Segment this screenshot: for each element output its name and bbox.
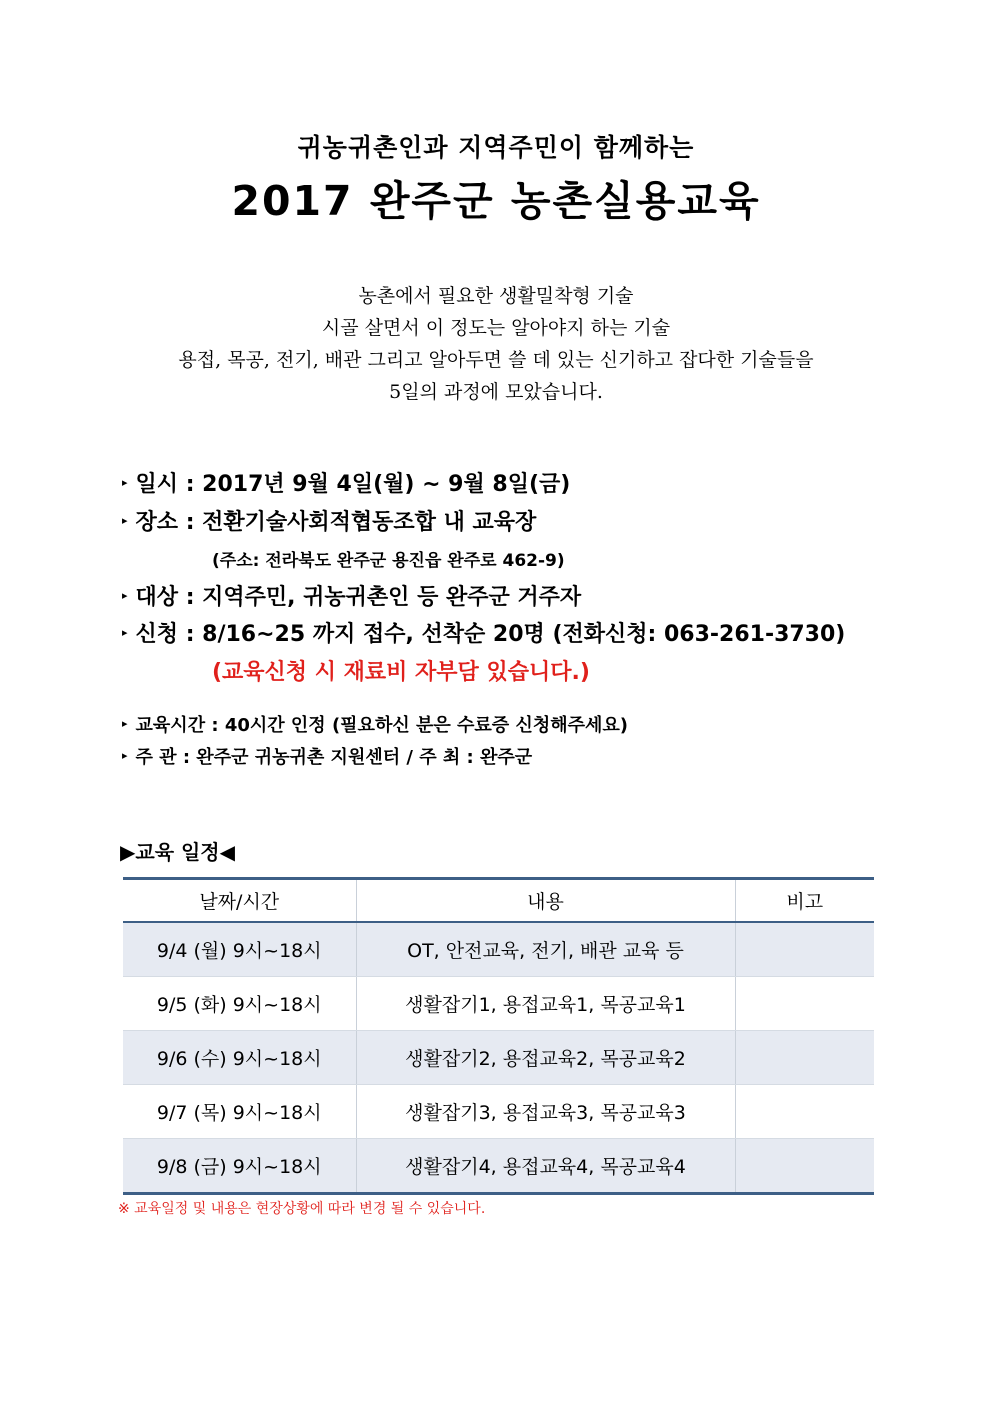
info-date (122, 467, 570, 498)
page-subtitle: 귀농귀촌인과 지역주민이 함께하는 (297, 133, 695, 162)
bullet-icon: ▸ (122, 625, 128, 639)
info-place (122, 505, 536, 536)
column-header-note: 비고 (735, 879, 874, 923)
cell-date: 9/7 (목) 9시~18시 (123, 1085, 356, 1139)
cell-date: 9/5 (화) 9시~18시 (123, 977, 356, 1031)
cell-content: 생활잡기2, 용접교육2, 목공교육2 (356, 1031, 735, 1085)
bullet-icon: ▸ (122, 588, 128, 602)
info-hours (122, 711, 628, 737)
column-header-content: 내용 (356, 879, 735, 923)
cell-content: 생활잡기4, 용접교육4, 목공교육4 (356, 1139, 735, 1194)
intro-line: 5일의 과정에 모았습니다. (389, 381, 603, 403)
cell-note (735, 1031, 874, 1085)
intro-line: 농촌에서 필요한 생활밀착형 기술 (358, 285, 634, 307)
cell-note (735, 922, 874, 977)
table-row (123, 1139, 874, 1194)
cell-date: 9/6 (수) 9시~18시 (123, 1031, 356, 1085)
cell-content: 생활잡기3, 용접교육3, 목공교육3 (356, 1085, 735, 1139)
table-row (123, 1085, 874, 1139)
cell-content: 생활잡기1, 용접교육1, 목공교육1 (356, 977, 735, 1031)
info-target-text: 대상 : 지역주민, 귀농귀촌인 등 완주군 거주자 (135, 585, 582, 610)
info-apply-text: 신청 : 8/16~25 까지 접수, 선착순 20명 (전화신청: 063-261-3730) (135, 622, 846, 647)
cell-note (735, 977, 874, 1031)
info-hours-text: 교육시간 : 40시간 인정 (필요하신 분은 수료증 신청해주세요) (135, 715, 629, 736)
schedule-heading: ▶교육 일정◀ (120, 840, 236, 864)
bullet-icon: ▸ (122, 475, 128, 489)
column-header-date: 날짜/시간 (123, 879, 356, 923)
table-row (123, 922, 874, 977)
info-date-text: 일시 : 2017년 9월 4일(월) ~ 9월 8일(금) (135, 472, 571, 497)
table-row (123, 977, 874, 1031)
info-target (122, 580, 581, 611)
bullet-icon: ▸ (122, 716, 128, 730)
cell-date: 9/4 (월) 9시~18시 (123, 922, 356, 977)
info-apply (122, 617, 845, 648)
info-organizer-text: 주 관 : 완주군 귀농귀촌 지원센터 / 주 최 : 완주군 (135, 747, 533, 768)
intro-text (0, 280, 992, 408)
intro-line: 용접, 목공, 전기, 배관 그리고 알아두면 쓸 데 있는 신기하고 잡다한 기술들을 (178, 349, 814, 371)
bullet-icon: ▸ (122, 748, 128, 762)
page-title: 2017 완주군 농촌실용교육 (231, 177, 761, 225)
table-row (123, 1031, 874, 1085)
cell-note (735, 1139, 874, 1194)
bullet-icon: ▸ (122, 513, 128, 527)
info-organizer (122, 743, 532, 769)
info-place-text: 장소 : 전환기술사회적협동조합 내 교육장 (135, 510, 537, 535)
schedule-footnote: ※ 교육일정 및 내용은 현장상황에 따라 변경 될 수 있습니다. (118, 1201, 486, 1217)
cell-note (735, 1085, 874, 1139)
fee-notice: (교육신청 시 재료비 자부담 있습니다.) (212, 660, 590, 685)
table-header-row (123, 879, 874, 923)
cell-content: OT, 안전교육, 전기, 배관 교육 등 (356, 922, 735, 977)
info-address: (주소: 전라북도 완주군 용진읍 완주로 462-9) (212, 551, 565, 571)
intro-line: 시골 살면서 이 정도는 알아야지 하는 기술 (321, 317, 671, 339)
cell-date: 9/8 (금) 9시~18시 (123, 1139, 356, 1194)
schedule-table (123, 877, 874, 1195)
